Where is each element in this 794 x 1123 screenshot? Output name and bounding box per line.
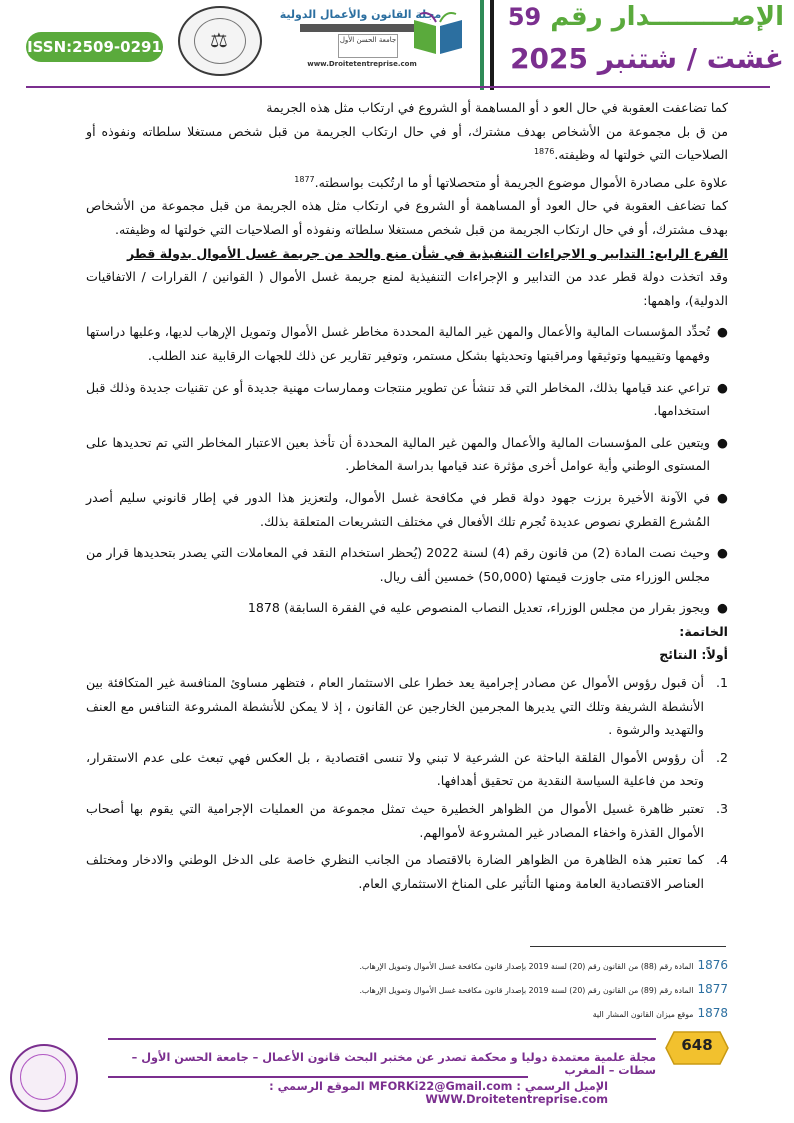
result-number: 1. [715, 675, 728, 691]
journal-band [300, 24, 420, 32]
scales-icon: ⚖ [210, 28, 228, 52]
issue-label: الإصـــــــــدار رقم [550, 2, 784, 32]
result-number: 2. [715, 749, 728, 765]
paragraph: كما تضاعفت العقوبة في حال العو د أو المساهمة أو الشروع في ارتكاب مثل هذه الجريمة [266, 100, 728, 115]
footnote-number: 1876 [697, 958, 728, 972]
list-item: ● وحيث نصت المادة (2) من قانون رقم (4) لسنة 2022 (يُحظر استخدام النقد في المعاملات التي يصدر بتحديدها قرار من مجلس الوزراء متى جاوزت قيمتها (50,000) خمسين ألف ريال. [86, 541, 728, 588]
result-item: 3. تعتبر ظاهرة غسيل الأموال من الظواهر الخطيرة حيث تمثل مجموعة من العمليات الإجرامية التي يقوم بها أصحاب الأموال القذرة واخفاء المصادر غير المشروعة لأموالهم. [86, 797, 728, 844]
header-divider-dark [490, 0, 494, 90]
footnote-ref[interactable]: 1877 [294, 174, 315, 184]
issue-title [500, 2, 784, 32]
list-item: ● تراعي عند قيامها بذلك، المخاطر التي قد تنشأ عن تطوير منتجات وممارسات مهنية جديدة أو عن تقنيات جديدة وذلك قبل استخدامها. [86, 376, 728, 423]
list-item: ● ويتعين على المؤسسات المالية والأعمال والمهن غير المالية المحددة أن تأخذ بعين الاعتبار المخاطر التي تم تحديدها على المستوى الوطني وأية عوامل أخرى مؤثرة عند قيامها بدراسة المخاطر. [86, 431, 728, 478]
paragraph: كما تضاعف العقوبة في حال العود أو المساهمة أو الشروع في ارتكاب مثل هذه الجريمة من قبل مجموعة من الأشخاص بهدف مشترك، أو في حال ارتكاب الجريمة من قبل شخص مستغلا سلطاته ونفوذه أو الصلاحيات التي خولتها له وظيفته. [86, 198, 728, 237]
paragraph: علاوة على مصادرة الأموال موضوع الجريمة أو متحصلاتها أو ما ارتُكبت بواسطته.$^{1877}$ [294, 174, 728, 190]
header-divider-green [480, 0, 484, 90]
conclusion-title: الخاتمة: [679, 623, 728, 639]
footnote: 1876المادة رقم (88) من القانون رقم (20) لسنة 2019 بإصدار قانون مكافحة غسل الأموال وتمويل الإرهاب. [359, 958, 728, 972]
university-logo: جامعة الحسن الأول [338, 34, 398, 58]
list-item: ● ويجوز بقرار من مجلس الوزراء، تعديل النصاب المنصوص عليه في الفقرة السابقة) 1878 [86, 596, 728, 620]
issn-badge: ISSN:2509-0291 [26, 32, 163, 62]
journal-name: مجلة القانون والأعمال الدولية [279, 8, 442, 21]
footnote-separator [530, 946, 726, 947]
result-item: 4. كما تعتبر هذه الظاهرة من الظواهر الضارة بالاقتصاد من الجانب النظري خاصة على الدخل الوطني والادخار ومختلف العناصر الاقتصادية العامة ومنها التأثير على المناخ الاستثماري العام. [86, 848, 728, 895]
footnote: 1877المادة رقم (89) من القانون رقم (20) لسنة 2019 بإصدار قانون مكافحة غسل الأموال وتمويل الإرهاب. [359, 982, 728, 996]
result-item: 2. أن رؤوس الأموال القلقة الباحثة عن الشرعية لا تبني ولا تنسى اقتصادية ، بل العكس فهي تبعث على عدم الاستقرار، وتحد من فاعلية السياسة النقدية من تحقيق أهدافها. [86, 746, 728, 793]
page-number: 648 [681, 1036, 713, 1054]
issue-date: غشت / شتنبر 2025 [510, 42, 784, 75]
open-book-icon [410, 8, 466, 58]
result-number: 4. [715, 852, 728, 868]
page-header [0, 0, 794, 90]
issue-number: 59 [507, 3, 542, 31]
paragraph: من ق بل مجموعة من الأشخاص بهدف مشترك، أو في حال ارتكاب الجريمة من قبل شخص مستغلا سلطاته ونفوذه أو الصلاحيات التي خولتها له وظيفته.$^{1876}$ [86, 123, 728, 163]
bullet-icon: ● [717, 600, 728, 616]
footer-journal-info: مجلة علمية معتمدة دوليا و محكمة تصدر عن مختبر البحث قانون الأعمال – جامعة الحسن الأول – سطات – المغرب [131, 1051, 656, 1077]
lab-seal-logo [178, 6, 262, 76]
list-item: ● تُحدِّد المؤسسات المالية والأعمال والمهن غير المالية المحددة مخاطر غسل الأموال وتمويل الإرهاب لديها، وعليها دراستها وفهمها وتقييمها وتوثيقها ومراقبتها وتحديثها بشكل مستمر، وتوفير تقارير عن ذلك للجهات الرقابية عند الطلب. [86, 320, 728, 367]
bullet-icon: ● [717, 324, 728, 340]
footnote: 1878موقع ميزان القانون المشار الية [592, 1006, 728, 1020]
section-heading: الفرع الرابع: التدابير و الاجراءات التنفيذية في شأن منع والحد من جريمة غسل الأموال بدولة قطر [127, 245, 728, 261]
bullet-icon: ● [717, 489, 728, 505]
header-website: www.Droitetentreprise.com [307, 60, 417, 68]
header-rule [26, 86, 770, 88]
footer-contact: الإميل الرسمي : MFORKi22@Gmail.com الموقع الرسمي : WWW.Droitetentreprise.com [269, 1080, 608, 1106]
footnote-ref[interactable]: 1876 [533, 147, 555, 156]
list-item: ● في الآونة الأخيرة برزت جهود دولة قطر في مكافحة غسل الأموال، ولتعزيز هذا الدور في إطار قانوني سليم أصدر المُشرع القطري نصوص عديدة تُجرم تلك الأفعال في مختلف التشريعات المتعلقة بذلك. [86, 486, 728, 533]
article-body [86, 96, 728, 895]
footer-seal-logo [10, 1044, 78, 1112]
seal-ring [20, 1054, 66, 1100]
bullet-icon: ● [717, 545, 728, 561]
result-item: 1. أن قبول رؤوس الأموال عن مصادر إجرامية يعد خطرا على الاستثمار العام ، فتظهر مساوئ المنافسة غير المتكافئة بين الأنشطة الشريفة وتلك التي يديرها المجرمين الخارجين عن القانون ، إذ لا يمكن للأنشطة المشروعة التنافس مع العنف والتهديد والرشوة . [86, 671, 728, 742]
footnotes [86, 958, 728, 1030]
bullet-icon: ● [717, 379, 728, 395]
result-number: 3. [715, 801, 728, 817]
footnote-number: 1877 [697, 982, 728, 996]
paragraph: وقد اتخذت دولة قطر عدد من التدابير و الإجراءات التنفيذية لمنع جريمة غسل الأموال ( القوانين / القرارات / الاتفاقيات الدولية)، واهمها: [86, 269, 728, 308]
footer-rule [108, 1038, 656, 1040]
footnote-number: 1878 [697, 1006, 728, 1020]
bullet-icon: ● [717, 434, 728, 450]
results-title: أولاً: النتائج [659, 647, 728, 663]
